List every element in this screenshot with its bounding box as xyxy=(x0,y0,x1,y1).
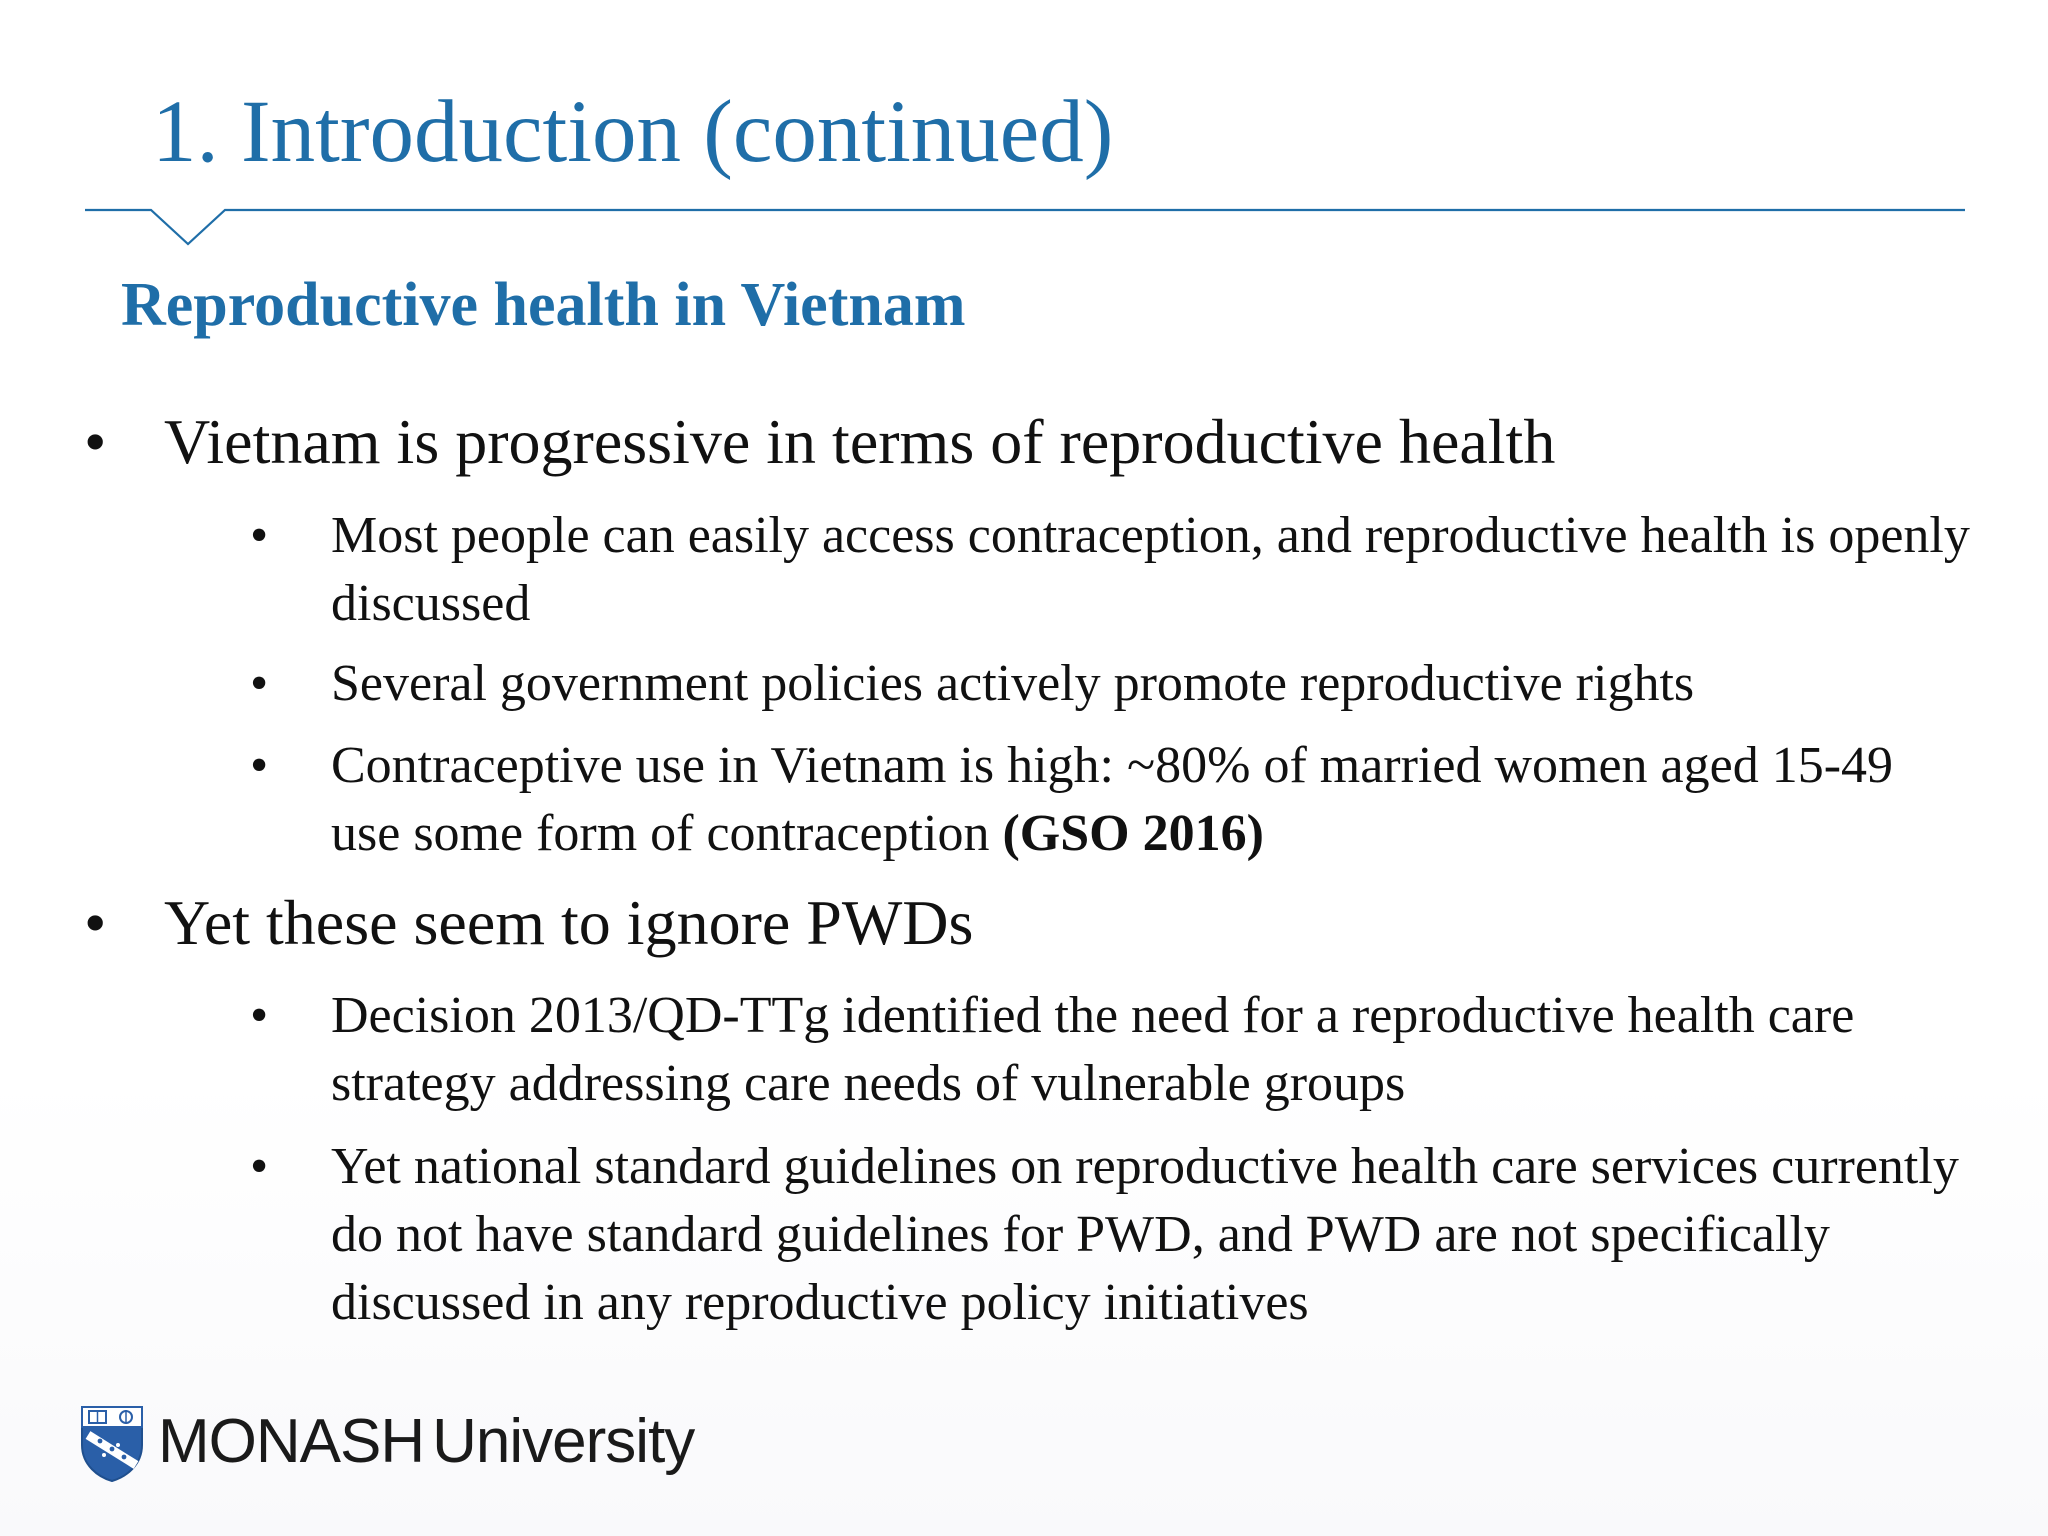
title-divider xyxy=(85,196,1965,252)
citation: (GSO 2016) xyxy=(1002,805,1264,862)
bullet-text: Yet these seem to ignore PWDs xyxy=(164,887,974,958)
sub-bullet-body: Contraceptive use in Vietnam is high: ~80% of married women aged 15-49 use some form of contraception xyxy=(331,737,1894,862)
slide-title: 1. Introduction (continued) xyxy=(152,83,1114,181)
logo-brand: MONASH xyxy=(158,1407,425,1476)
sub-bullet-text: Most people can easily access contraception, and reproductive health is openly discussed xyxy=(331,507,1970,632)
sub-bullet-text xyxy=(331,732,1970,868)
bullet-marker: • xyxy=(84,406,107,477)
bullet-item-2 xyxy=(84,886,974,960)
bullet-text: Vietnam is progressive in terms of reproductive health xyxy=(164,406,1556,477)
sub-bullet-item-2-2 xyxy=(250,1133,1970,1337)
sub-bullet-marker: • xyxy=(250,507,269,564)
monash-shield-icon xyxy=(80,1405,144,1483)
logo-suffix: University xyxy=(432,1407,695,1476)
bullet-marker: • xyxy=(84,887,107,958)
sub-bullet-marker: • xyxy=(250,1138,269,1195)
section-subtitle: Reproductive health in Vietnam xyxy=(121,271,966,339)
sub-bullet-text: Several government policies actively promote reproductive rights xyxy=(331,655,1695,712)
sub-bullet-marker: • xyxy=(250,987,269,1044)
monash-logo xyxy=(80,1403,720,1483)
sub-bullet-text: Decision 2013/QD-TTg identified the need for a reproductive health care strategy addressing care needs of vulnerable groups xyxy=(331,987,1855,1112)
sub-bullet-item-1-3 xyxy=(250,732,1970,868)
sub-bullet-marker: • xyxy=(250,655,269,712)
sub-bullet-text: Yet national standard guidelines on reproductive health care services currently do not have standard guidelines for PWD, and PWD are not specifically discussed in any reproductive policy initiatives xyxy=(331,1138,1959,1331)
logo-wordmark xyxy=(158,1405,694,1479)
bullet-item-1 xyxy=(84,405,1556,479)
sub-bullet-item-1-1 xyxy=(250,502,1970,638)
sub-bullet-marker: • xyxy=(250,737,269,794)
sub-bullet-item-1-2 xyxy=(250,650,1970,718)
sub-bullet-item-2-1 xyxy=(250,982,1970,1118)
